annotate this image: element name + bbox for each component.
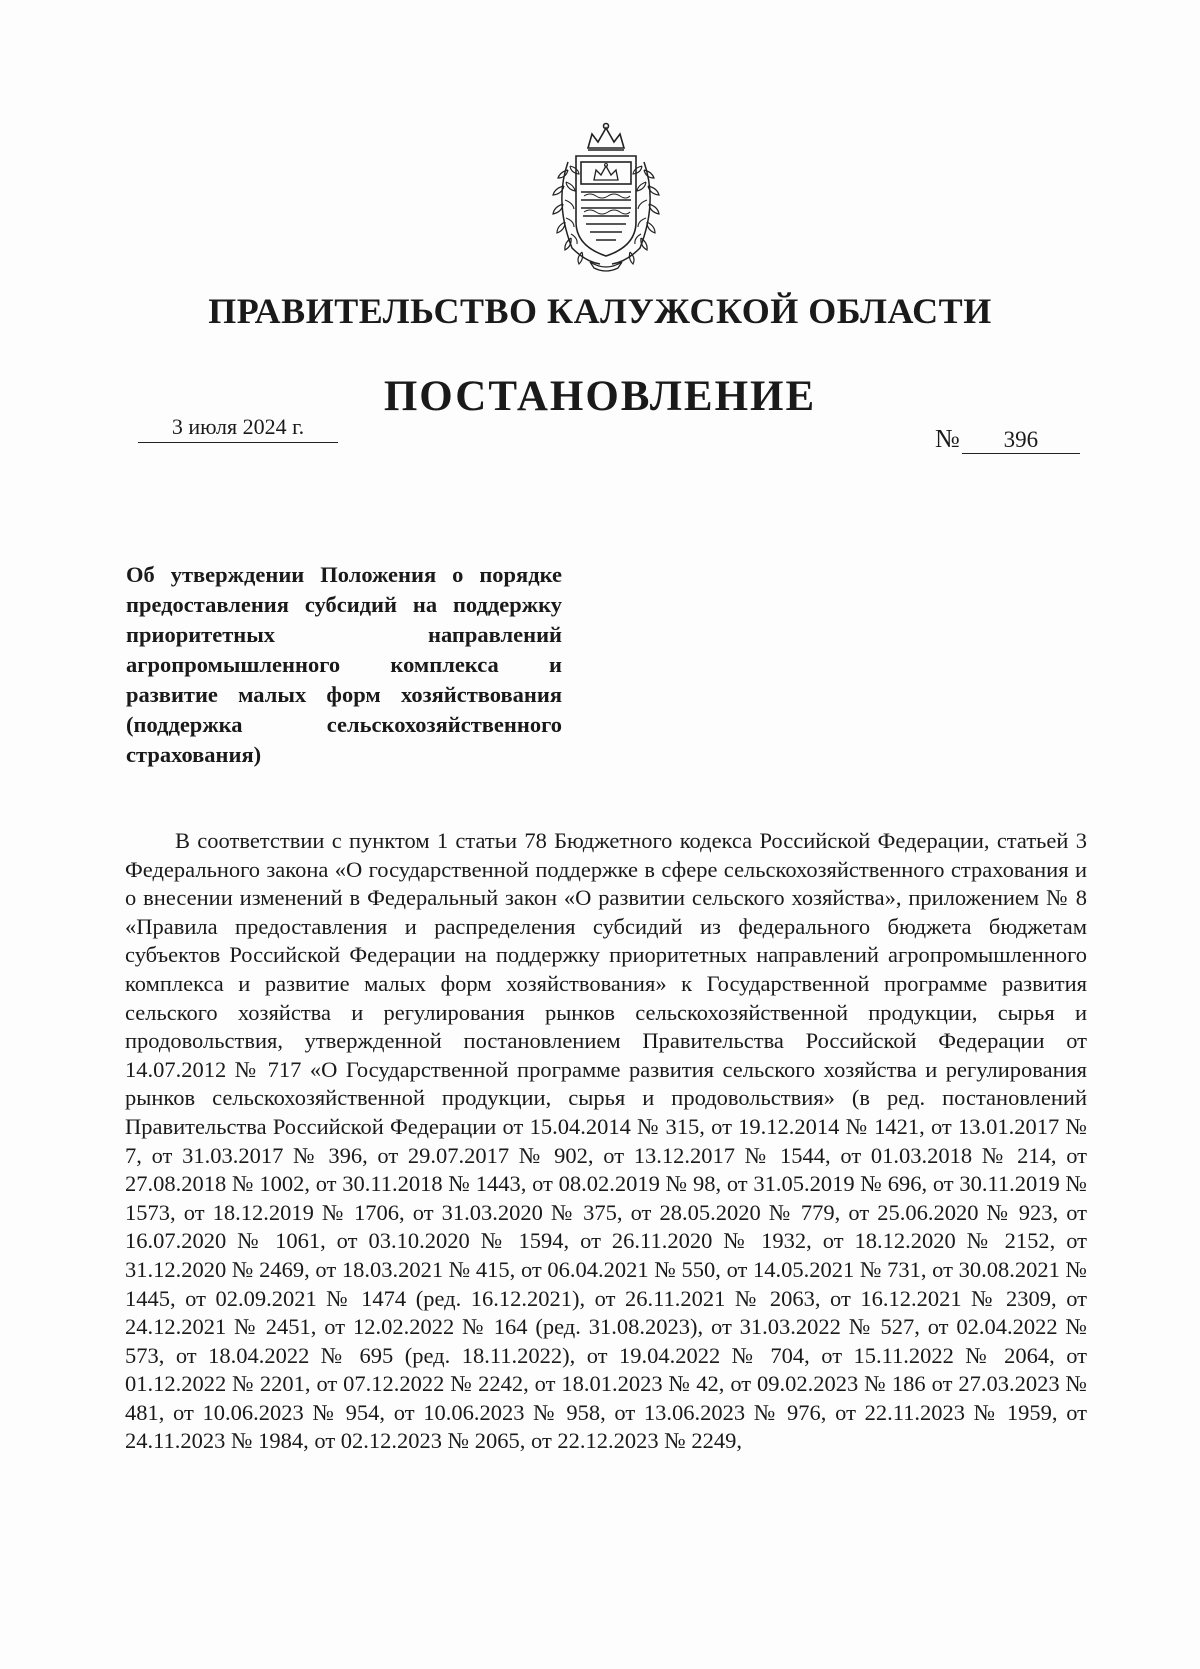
body-paragraph: В соответствии с пунктом 1 статьи 78 Бюджетного кодекса Российской Федерации, статьей 3 Федерального закона «О государственной поддержке в сфере сельскохозяйственного страхования и о внесении изменений в Федеральный закон «О развитии сельского хозяйства», приложением № 8 «Правила предоставления и распределения субсидий из федерального бюджета бюджетам субъектов Российской Федерации на поддержку приоритетных направлений агропромышленного комплекса и развитие малых форм хозяйствования» к Государственной программе развития сельского хозяйства и регулирования рынков сельскохозяйственной продукции, сырья и продовольствия, утвержденной постановлением Правительства Российской Федерации от 14.07.2012 № 717 «О Государственной программе развития сельского хозяйства и регулирования рынков сельскохозяйственной продукции, сырья и продовольствия» (в ред. постановлений Правительства Российской Федерации от 15.04.2014 № 315, от 19.12.2014 № 1421, от 13.01.2017 № 7, от 31.03.2017 № 396, от 29.07.2017 № 902, от 13.12.2017 № 1544, от 01.03.2018 № 214, от 27.08.2018 № 1002, от 30.11.2018 № 1443, от 08.02.2019 № 98, от 31.05.2019 № 696, от 30.11.2019 № 1573, от 18.12.2019 № 1706, от 31.03.2020 № 375, от 28.05.2020 № 779, от 25.06.2020 № 923, от 16.07.2020 № 1061, от 03.10.2020 № 1594, от 26.11.2020 № 1932, от 18.12.2020 № 2152, от 31.12.2020 № 2469, от 18.03.2021 № 415, от 06.04.2021 № 550, от 14.05.2021 № 731, от 30.08.2021 № 1445, от 02.09.2021 № 1474 (ред. 16.12.2021), от 26.11.2021 № 2063, от 16.12.2021 № 2309, от 24.12.2021 № 2451, от 12.02.2022 № 164 (ред. 31.08.2023), от 31.03.2022 № 527, от 02.04.2022 № 573, от 18.04.2022 № 695 (ред. 18.11.2022), от 19.04.2022 № 704, от 15.11.2022 № 2064, от 01.12.2022 № 2201, от 07.12.2022 № 2242, от 18.01.2023 № 42, от 09.02.2023 № 186 от 27.03.2023 № 481, от 10.06.2023 № 954, от 10.06.2023 № 958, от 13.06.2023 № 976, от 22.11.2023 № 1959, от 24.11.2023 № 1984, от 02.12.2023 № 2065, от 22.12.2023 № 2249, xyxy=(125,828,1087,1454)
document-type-title: ПОСТАНОВЛЕНИЕ xyxy=(383,373,817,420)
organization-title: ПРАВИТЕЛЬСТВО КАЛУЖСКОЙ ОБЛАСТИ xyxy=(208,291,992,331)
kaluga-coat-of-arms-icon xyxy=(538,122,674,272)
document-number: 396 xyxy=(962,427,1080,454)
document-date: 3 июля 2024 г. xyxy=(138,414,338,443)
document-subject: Об утверждении Положения о порядке предоставления субсидий на поддержку приоритетных направлений агропромышленного комплекса и развитие малых форм хозяйствования (поддержка сельскохозяйственного страхования) xyxy=(126,562,562,767)
number-sign: № xyxy=(935,424,960,453)
document-number-block xyxy=(935,424,1080,454)
